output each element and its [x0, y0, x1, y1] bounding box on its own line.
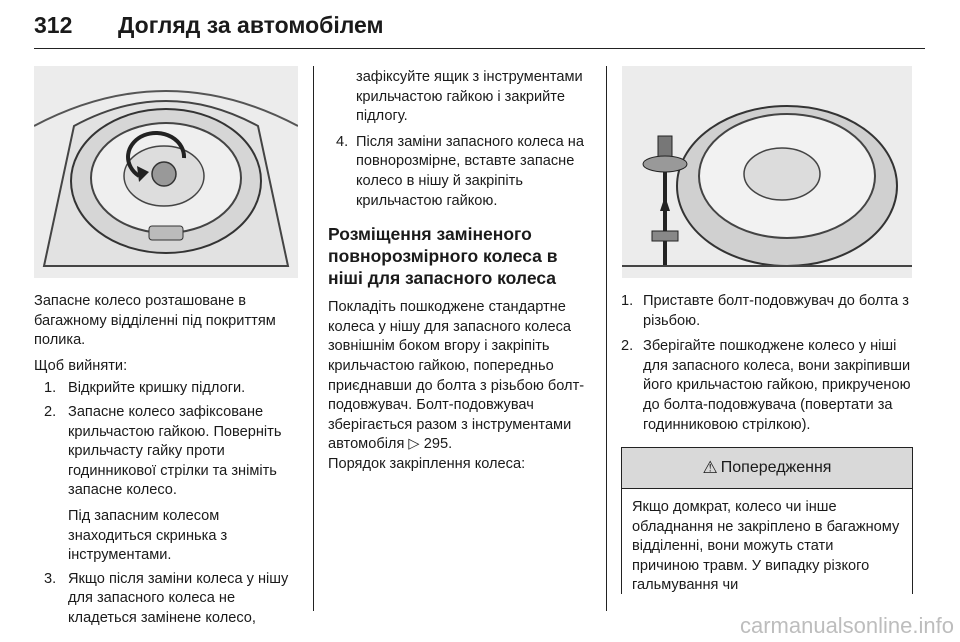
replace-steps: [328, 133, 596, 211]
watermark: carmanualsonline.info: [739, 613, 954, 638]
step-item-body: [68, 403, 302, 566]
header-rule: [34, 48, 925, 49]
spare-wheel-illustration: [34, 66, 298, 278]
step-number: 2.: [621, 338, 634, 355]
warning-box: [621, 447, 913, 594]
warning-header: [622, 448, 912, 489]
remove-steps: [34, 379, 302, 628]
step-number: 4.: [336, 133, 349, 150]
remove-intro: Щоб вийняти:: [34, 357, 128, 374]
step-text: Після заміни запасного колеса на повнорозмірне, вставте запасне колесо в нішу й закріпіть крильчастою гайкою.: [356, 133, 584, 209]
paragraph-text: Покладіть пошкоджене стандартне колеса у нішу для запасного колеса зовнішнім боком вгору і закріпіть крильчастою гайкою, попередньо приєднавши до болта з різьбою болт-подовжувач. Болт-подовжувач зберігається разом з інструментами автомобіля: [328, 299, 585, 453]
list-item: [621, 337, 913, 435]
warning-icon: ⚠: [702, 458, 718, 477]
extension-bolt-illustration: [622, 66, 912, 278]
page-title: Догляд за автомобілем: [118, 12, 384, 38]
list-item: [34, 403, 302, 566]
list-item: [328, 133, 596, 211]
step-note: Під запасним колесом знаходиться скринька з інструментами.: [68, 507, 228, 564]
paragraph-intro: Порядок закріплення колеса:: [328, 455, 526, 472]
image-caption: Запасне колесо розташоване в багажному відділенні під покриттям полика.: [34, 293, 276, 349]
warning-text: Якщо домкрат, колесо чи інше обладнання не закріплено в багажному відділенні, вони можуть стати причиною травм. У випадку різкого гальмування чи: [632, 499, 900, 594]
warning-title: Попередження: [720, 459, 832, 476]
step-text: Приставте болт-подовжувач до болта з різьбою.: [643, 293, 909, 329]
step-number: 1.: [44, 380, 57, 397]
step-continuation: зафіксуйте ящик з інструментами крильчастою гайкою і закрийте підлогу.: [356, 69, 583, 125]
step-number: 2.: [44, 403, 57, 420]
section-heading: Розміщення заміненого повнорозмірного колеса в ніші для запасного колеса: [328, 224, 558, 289]
step-text: Відкрийте кришку підлоги.: [68, 380, 246, 397]
page-number: 312: [34, 12, 73, 38]
section-paragraph: [328, 298, 596, 455]
page-reference[interactable]: 295.: [423, 436, 453, 453]
column-1: [34, 292, 302, 629]
column-divider: [313, 66, 314, 611]
step-number: 3.: [44, 570, 57, 587]
step-text: Запасне колесо зафіксоване крильчастою гайкою. Поверніть крильчасту гайку проти годинникової стрілки та зніміть запасне колесо.: [68, 403, 282, 499]
list-item: [621, 292, 913, 331]
list-item: [34, 570, 302, 629]
page-ref-icon: ▷: [408, 436, 420, 453]
step-text: Якщо після заміни колеса у нішу для запасного колеса не кладеться замінене колесо,: [68, 570, 289, 626]
step-number: 1.: [621, 293, 634, 309]
column-divider: [606, 66, 607, 611]
column-2: [328, 68, 596, 475]
fastening-steps: [621, 292, 913, 435]
step-text: Зберігайте пошкоджене колесо у ніші для запасного колеса, вони закріпивши його крильчастою гайкою, прикрученою до болта-подовжувача (повертати за годинниковою стрілкою).: [643, 338, 911, 433]
list-item: [34, 379, 302, 399]
column-3: [621, 292, 913, 435]
